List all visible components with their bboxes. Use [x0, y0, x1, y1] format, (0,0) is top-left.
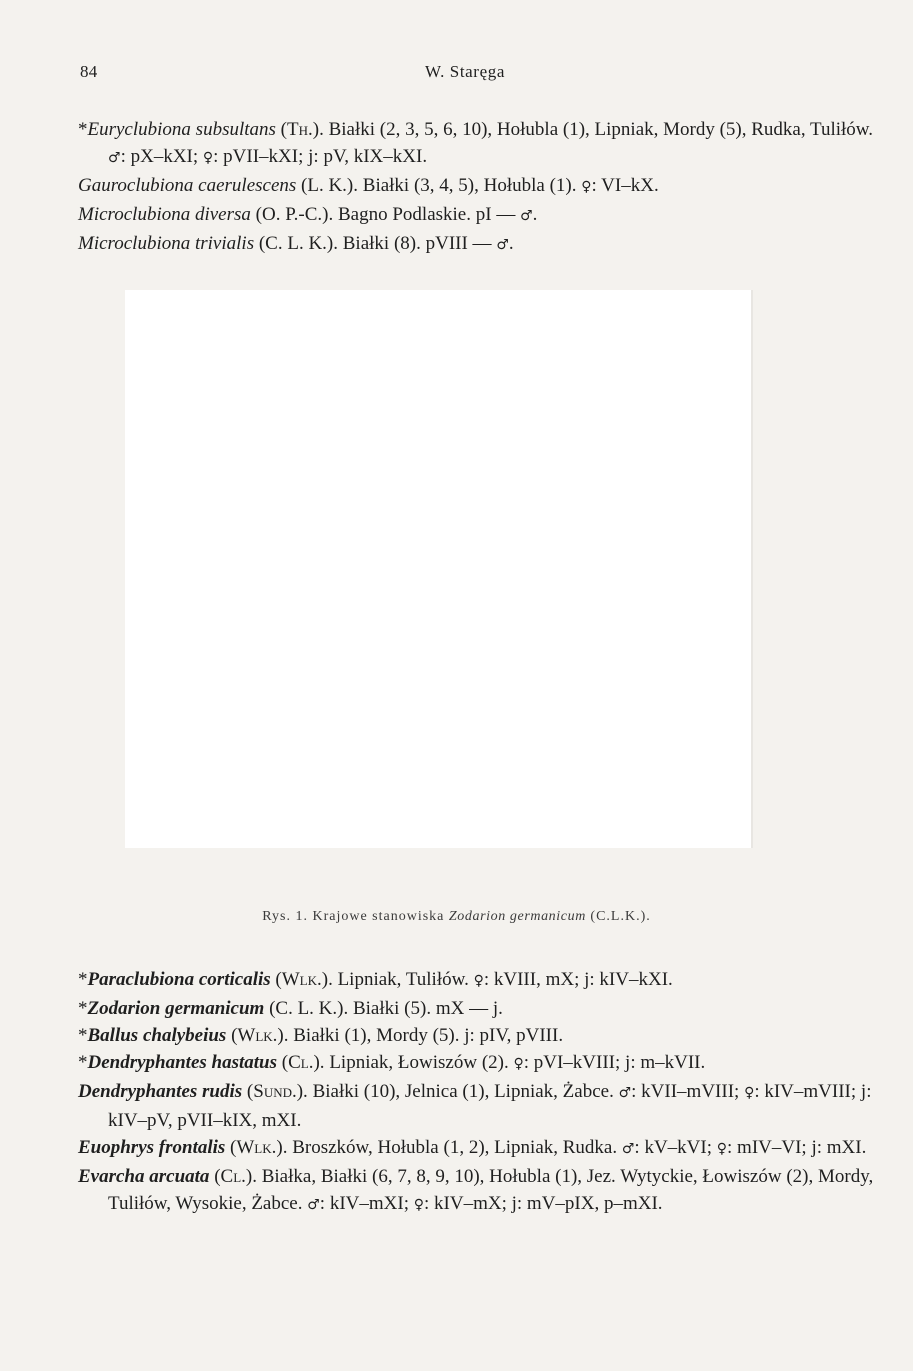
species-name: Paraclubiona corticalis — [87, 969, 271, 990]
species-entry — [78, 230, 878, 259]
species-name: Microclubiona trivialis — [78, 233, 255, 254]
species-author: (Cl.). — [281, 1052, 325, 1073]
male-symbol-icon: ♂ — [621, 1141, 635, 1157]
female-symbol-icon: ♀ — [716, 1141, 728, 1157]
caption-species-name: Zodarion germanicum — [448, 909, 586, 924]
species-author: (Cl.). — [214, 1166, 257, 1187]
locality-text: Białki (5). mX — j. — [348, 998, 503, 1019]
locality-text: Broszków, Hołubla (1, 2), Lipniak, Rudka. — [287, 1137, 622, 1158]
male-period-text: : kVII–mVIII; — [631, 1081, 745, 1102]
species-entry — [78, 966, 878, 995]
species-author: (C. L. K.). — [258, 233, 338, 254]
entry-prefix: * — [78, 969, 88, 990]
male-symbol-icon: ♂ — [520, 208, 533, 224]
locality-text: Białki (1), Mordy (5). j: pIV, pVIII. — [288, 1025, 564, 1046]
male-period-text: : pX–kXI; — [120, 146, 203, 167]
species-entry — [78, 1022, 878, 1049]
running-head-author: W. Staręga — [425, 62, 505, 81]
species-entry — [78, 116, 878, 172]
locality-text: Białka, Białki (6, 7, 8, 9, 10), Hołubla (1), Jez. Wytyckie, Łowiszów (2), Mordy, Tuliłów, Wysokie, Żabce. — [108, 1166, 874, 1214]
species-author: (Sund.). — [246, 1081, 308, 1102]
species-name: Dendryphantes hastatus — [87, 1052, 278, 1073]
female-symbol-icon: ♀ — [202, 150, 214, 166]
species-name: Evarcha arcuata — [78, 1166, 210, 1187]
female-symbol-icon: ♀ — [413, 1197, 424, 1213]
page-header — [80, 62, 840, 86]
upper-species-list — [78, 116, 878, 259]
female-period-text: : mIV–VI; j: mXI. — [727, 1137, 867, 1158]
female-period-text: : pVI–kVIII; j: m–kVII. — [523, 1052, 706, 1073]
lower-species-list — [78, 966, 878, 1219]
caption-suffix: (C.L.K.). — [590, 909, 651, 924]
species-entry — [78, 1134, 878, 1163]
male-period-text: : kIV–mXI; — [319, 1193, 414, 1214]
species-author: (C. L. K.). — [269, 998, 349, 1019]
species-author: (Th.). — [280, 119, 324, 140]
female-period-text: : kIV–mVIII; j: kIV–pV, pVII–kIX, mXI. — [108, 1081, 872, 1131]
species-entry — [78, 1078, 878, 1134]
species-name: Euryclubiona subsultans — [87, 119, 276, 140]
caption-prefix: Rys. 1. Krajowe stanowiska — [262, 909, 445, 924]
species-author: (Wlk.). — [230, 1137, 288, 1158]
species-name: Microclubiona diversa — [78, 204, 251, 225]
male-period-text: . — [508, 233, 514, 254]
locality-text: Bagno Podlaskie. pI — — [333, 204, 521, 225]
locality-text: Białki (8). pVIII — — [338, 233, 497, 254]
species-entry — [78, 201, 878, 230]
male-period-text: . — [532, 204, 538, 225]
locality-text: Białki (10), Jelnica (1), Lipniak, Żabce. — [307, 1081, 619, 1102]
female-symbol-icon: ♀ — [581, 179, 592, 195]
male-symbol-icon: ♂ — [496, 237, 509, 253]
locality-text: Białki (3, 4, 5), Hołubla (1). — [358, 175, 582, 196]
species-entry — [78, 1049, 878, 1078]
entry-prefix: * — [78, 1052, 88, 1073]
species-name: Gauroclubiona caerulescens — [78, 175, 297, 196]
species-name: Zodarion germanicum — [87, 998, 265, 1019]
species-entry — [78, 1163, 878, 1219]
female-symbol-icon: ♀ — [473, 973, 484, 989]
female-period-text: : VI–kX. — [591, 175, 659, 196]
species-name: Ballus chalybeius — [87, 1025, 227, 1046]
male-symbol-icon: ♂ — [108, 150, 121, 166]
figure-caption — [0, 909, 913, 925]
female-period-text: : kVIII, mX; j: kIV–kXI. — [483, 969, 673, 990]
entry-prefix: * — [78, 119, 88, 140]
female-symbol-icon: ♀ — [744, 1085, 755, 1101]
entry-prefix: * — [78, 1025, 88, 1046]
species-entry — [78, 995, 878, 1022]
species-name: Euophrys frontalis — [78, 1137, 226, 1158]
locality-text: Lipniak, Tuliłów. — [332, 969, 474, 990]
figure-edge — [751, 290, 753, 848]
female-symbol-icon: ♀ — [513, 1056, 524, 1072]
female-period-text: : kIV–mX; j: mV–pIX, p–mXI. — [424, 1193, 663, 1214]
female-period-text: : pVII–kXI; j: pV, kIX–kXI. — [213, 146, 428, 167]
male-period-text: : kV–kVI; — [634, 1137, 717, 1158]
figure-map-area — [125, 290, 751, 848]
species-author: (O. P.-C.). — [255, 204, 334, 225]
species-author: (Wlk.). — [231, 1025, 289, 1046]
male-symbol-icon: ♂ — [618, 1085, 632, 1101]
species-author: (Wlk.). — [275, 969, 333, 990]
page-number: 84 — [80, 62, 98, 81]
male-symbol-icon: ♂ — [307, 1197, 320, 1213]
species-entry — [78, 172, 878, 201]
species-author: (L. K.). — [301, 175, 359, 196]
species-name: Dendryphantes rudis — [78, 1081, 243, 1102]
entry-prefix: * — [78, 998, 88, 1019]
locality-text: Białki (2, 3, 5, 6, 10), Hołubla (1), Lipniak, Mordy (5), Rudka, Tuliłów. — [323, 119, 874, 140]
locality-text: Lipniak, Łowiszów (2). — [324, 1052, 514, 1073]
